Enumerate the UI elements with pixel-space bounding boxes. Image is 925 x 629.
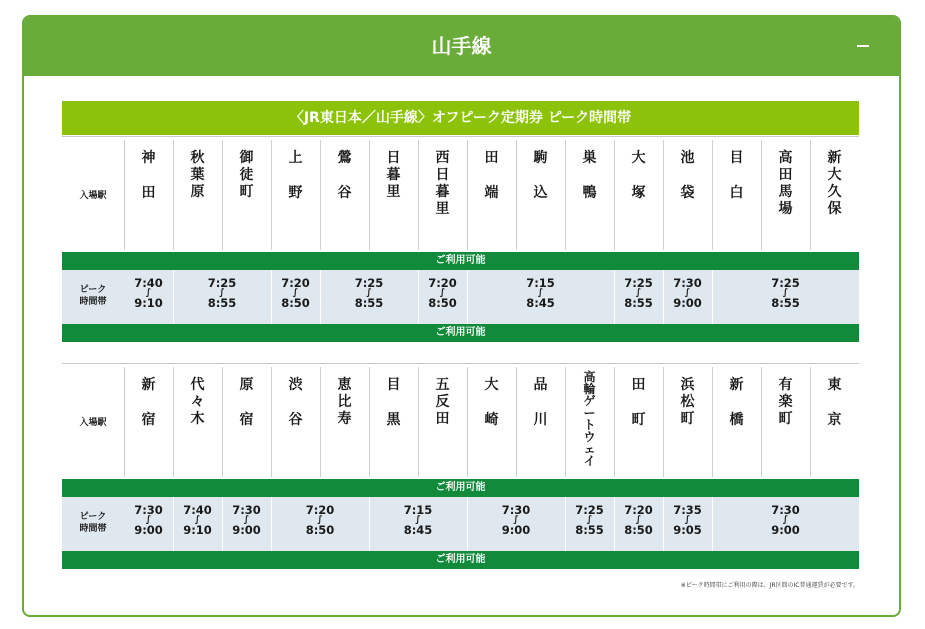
station-char	[391, 394, 396, 412]
station-name	[124, 150, 173, 250]
peak-time-range: 7:40 ∫ 9:10	[134, 276, 163, 310]
station-char: 端	[484, 185, 499, 201]
station-char	[636, 167, 641, 185]
station-char: 秋	[190, 150, 205, 166]
station-name	[712, 150, 761, 250]
station-char: 上	[288, 150, 303, 166]
station-char: 御	[239, 150, 254, 166]
station-char: 白	[729, 185, 744, 201]
peak-divider	[712, 270, 713, 324]
station-char: 崎	[484, 412, 499, 428]
station-name	[614, 150, 663, 250]
station-char: 目	[729, 150, 744, 166]
entry-station-label: 入場駅	[79, 418, 107, 428]
station-char: 日	[386, 150, 401, 166]
station-name	[516, 150, 565, 250]
station-char: 橋	[729, 412, 744, 428]
station-char: ト	[583, 418, 596, 432]
peak-divider	[467, 270, 468, 324]
peak-time-range: 7:20 ∫ 8:50	[624, 503, 653, 537]
station-char: 新	[141, 377, 156, 393]
station-char: ウ	[583, 430, 596, 444]
station-char: 谷	[288, 412, 303, 428]
peak-divider	[271, 497, 272, 551]
station-name	[810, 377, 859, 477]
station-char: 品	[533, 377, 548, 393]
station-char: ー	[583, 406, 596, 420]
panel-header[interactable]	[24, 17, 899, 76]
peak-divider	[614, 497, 615, 551]
station-char: 宿	[141, 412, 156, 428]
available-bar: ご利用可能	[62, 479, 859, 497]
station-char	[538, 394, 543, 412]
station-name	[320, 377, 369, 477]
peak-time-range: 7:25 ∫ 8:55	[771, 276, 800, 310]
station-char	[832, 394, 837, 412]
available-bar: ご利用可能	[62, 252, 859, 270]
station-name	[222, 150, 271, 250]
peak-time-range: 7:40 ∫ 9:10	[183, 503, 212, 537]
station-char	[734, 394, 739, 412]
station-char	[293, 394, 298, 412]
station-char: 町	[239, 184, 254, 200]
station-char: 輪	[583, 382, 596, 396]
peak-divider	[712, 497, 713, 551]
entry-station-label: 入場駅	[79, 191, 107, 201]
available-bar: ご利用可能	[62, 551, 859, 569]
station-char: 五	[435, 377, 450, 393]
station-char	[587, 167, 592, 185]
station-name	[467, 377, 516, 477]
station-char: 田	[631, 377, 646, 393]
section-top-rule	[62, 363, 859, 364]
peak-divider	[271, 270, 272, 324]
station-char	[244, 394, 249, 412]
peak-divider	[173, 497, 174, 551]
station-char: 京	[827, 412, 842, 428]
station-char: 渋	[288, 377, 303, 393]
station-char	[489, 167, 494, 185]
station-char: 目	[386, 377, 401, 393]
station-char: 池	[680, 150, 695, 166]
station-name	[565, 371, 614, 471]
station-char: 田	[778, 167, 793, 183]
station-char: 川	[533, 412, 548, 428]
station-char	[734, 167, 739, 185]
station-char: 袋	[680, 185, 695, 201]
station-name	[516, 377, 565, 477]
station-char: 鶯	[337, 150, 352, 166]
station-char: 木	[190, 411, 205, 427]
station-char: 恵	[337, 377, 352, 393]
available-bar: ご利用可能	[62, 324, 859, 342]
station-char: 里	[435, 201, 450, 217]
peak-time-range: 7:15 ∫ 8:45	[403, 503, 433, 537]
peak-time-range: 7:30 ∫ 9:00	[501, 503, 531, 537]
station-name	[271, 150, 320, 250]
station-char: 込	[533, 185, 548, 201]
peak-hours-label: ピーク 時間帯	[79, 285, 107, 307]
station-char: 比	[337, 394, 352, 410]
peak-time-range: 7:25 ∫ 8:55	[354, 276, 384, 310]
section-top-rule	[62, 136, 859, 137]
peak-divider	[467, 497, 468, 551]
station-char: 原	[239, 377, 254, 393]
station-char: ェ	[583, 442, 596, 456]
station-name	[467, 150, 516, 250]
peak-divider	[369, 497, 370, 551]
station-char: 塚	[631, 185, 646, 201]
peak-time-range: 7:25 ∫ 8:55	[207, 276, 237, 310]
station-char	[293, 167, 298, 185]
peak-time-range: 7:30 ∫ 9:00	[771, 503, 800, 537]
station-name	[271, 377, 320, 477]
peak-hours-label: ピーク 時間帯	[79, 512, 107, 534]
station-char: 原	[190, 184, 205, 200]
station-char: 町	[778, 411, 793, 427]
station-char: 大	[484, 377, 499, 393]
station-char: イ	[583, 454, 596, 468]
station-char	[538, 167, 543, 185]
station-char	[146, 167, 151, 185]
peak-time-range: 7:25 ∫ 8:55	[575, 503, 604, 537]
station-char: 々	[190, 394, 205, 410]
station-char: 谷	[337, 185, 352, 201]
station-char: 神	[141, 150, 156, 166]
peak-divider	[418, 270, 419, 324]
station-char: 楽	[778, 394, 793, 410]
station-char: 大	[827, 167, 842, 183]
peak-time-range: 7:20 ∫ 8:50	[305, 503, 335, 537]
station-char	[685, 167, 690, 185]
station-name	[124, 377, 173, 477]
station-name	[173, 150, 222, 250]
peak-banner: 〈JR東日本／山手線〉オフピーク定期券 ピーク時間帯	[62, 101, 859, 135]
station-char: 田	[141, 185, 156, 201]
station-char: 久	[827, 184, 842, 200]
station-char: 駒	[533, 150, 548, 166]
station-char: 高	[583, 370, 596, 384]
station-name	[663, 377, 712, 477]
station-char	[636, 394, 641, 412]
station-name	[761, 377, 810, 477]
peak-time-range: 7:35 ∫ 9:05	[673, 503, 702, 537]
station-name	[565, 150, 614, 250]
station-char: 里	[386, 184, 401, 200]
station-name	[369, 150, 418, 250]
station-char: 寿	[337, 411, 352, 427]
peak-divider	[320, 270, 321, 324]
peak-divider	[663, 497, 664, 551]
station-char: 町	[631, 412, 646, 428]
peak-divider	[565, 497, 566, 551]
station-name	[369, 377, 418, 477]
station-char: 野	[288, 185, 303, 201]
peak-divider	[173, 270, 174, 324]
minus-icon[interactable]	[851, 35, 875, 57]
peak-divider	[614, 270, 615, 324]
peak-divider	[222, 497, 223, 551]
peak-time-range: 7:30 ∫ 9:00	[232, 503, 261, 537]
peak-time-range: 7:15 ∫ 8:45	[526, 276, 555, 310]
peak-time-range: 7:20 ∫ 8:50	[428, 276, 457, 310]
station-char: 町	[680, 411, 695, 427]
station-char: 代	[190, 377, 205, 393]
station-char: 新	[827, 150, 842, 166]
peak-time-range: 7:30 ∫ 9:00	[134, 503, 163, 537]
peak-time-range: 7:30 ∫ 9:00	[673, 276, 702, 310]
station-char: 松	[680, 394, 695, 410]
station-char: 巣	[582, 150, 597, 166]
station-char: 田	[484, 150, 499, 166]
station-char: ゲ	[583, 394, 596, 408]
station-char: 鴨	[582, 185, 597, 201]
station-char: 暮	[386, 167, 401, 183]
panel-title: 山手線	[431, 34, 492, 58]
station-char: 東	[827, 377, 842, 393]
station-name	[614, 377, 663, 477]
station-char: 暮	[435, 184, 450, 200]
station-char: 黒	[386, 412, 401, 428]
station-char: 大	[631, 150, 646, 166]
station-name	[173, 377, 222, 477]
station-char: 宿	[239, 412, 254, 428]
station-name	[320, 150, 369, 250]
station-char: 有	[778, 377, 793, 393]
station-name	[418, 150, 467, 250]
station-char: 場	[778, 201, 793, 217]
footnote: ※ピーク時間帯にご利用の際は、JR区間のIC普通運賃が必要です。	[680, 582, 859, 589]
station-char: 馬	[778, 184, 793, 200]
station-char: 葉	[190, 167, 205, 183]
station-char: 新	[729, 377, 744, 393]
station-name	[418, 377, 467, 477]
station-name	[663, 150, 712, 250]
station-name	[712, 377, 761, 477]
station-char: 高	[778, 150, 793, 166]
station-name	[761, 150, 810, 250]
station-char	[489, 394, 494, 412]
station-char	[146, 394, 151, 412]
station-char: 西	[435, 150, 450, 166]
station-name	[222, 377, 271, 477]
station-name	[810, 150, 859, 250]
station-char: 徒	[239, 167, 254, 183]
station-char: 反	[435, 394, 450, 410]
station-char: 浜	[680, 377, 695, 393]
peak-divider	[663, 270, 664, 324]
station-char	[342, 167, 347, 185]
peak-time-range: 7:20 ∫ 8:50	[281, 276, 310, 310]
station-char: 保	[827, 201, 842, 217]
station-char: 日	[435, 167, 450, 183]
station-char: 田	[435, 411, 450, 427]
peak-time-range: 7:25 ∫ 8:55	[624, 276, 653, 310]
